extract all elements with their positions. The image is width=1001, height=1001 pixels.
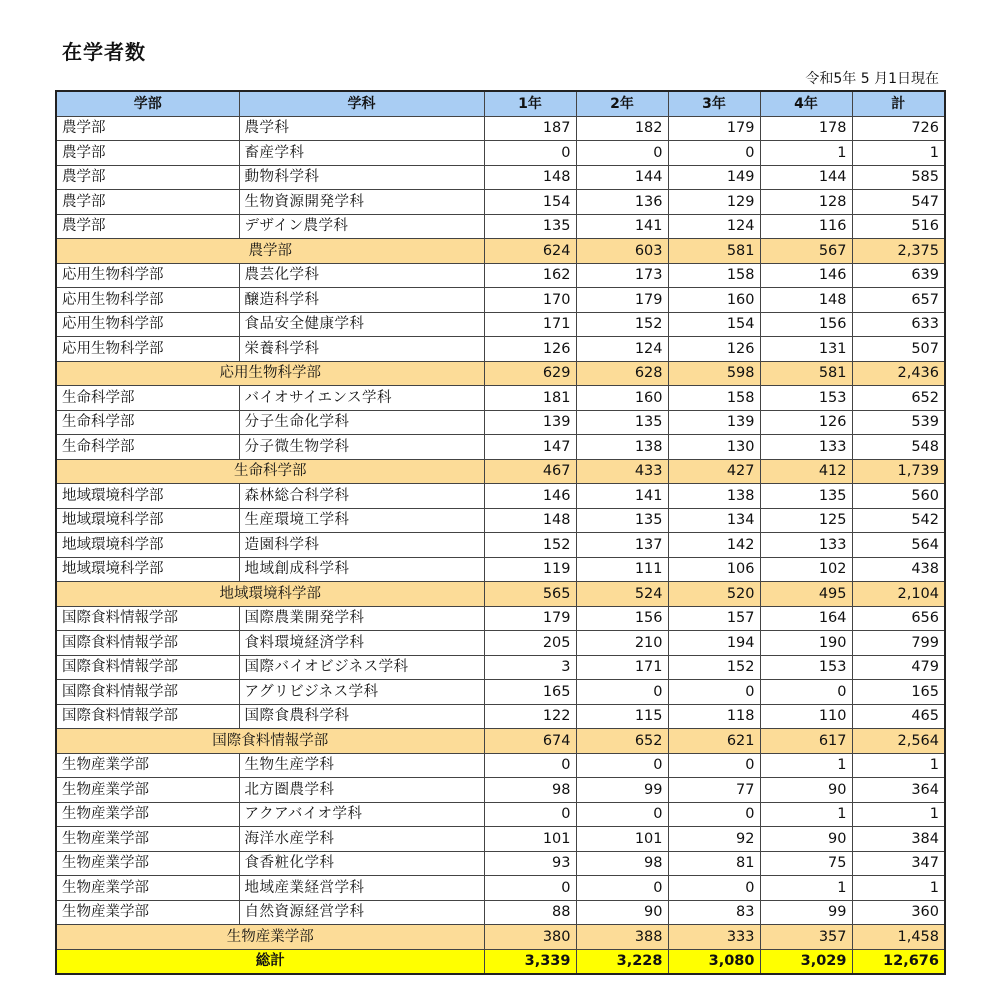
cell-year3: 152 xyxy=(668,655,760,680)
cell-course: 造園科学科 xyxy=(239,533,484,558)
cell-department: 農学部 xyxy=(56,190,239,215)
cell-year4: 156 xyxy=(760,312,852,337)
cell-year3: 0 xyxy=(668,141,760,166)
cell-department: 生物産業学部 xyxy=(56,827,239,852)
subtotal-label: 生物産業学部 xyxy=(56,925,484,950)
cell-total: 347 xyxy=(852,851,945,876)
cell-year1: 148 xyxy=(484,165,576,190)
cell-total: 1 xyxy=(852,876,945,901)
cell-year3: 158 xyxy=(668,263,760,288)
cell-year1: 146 xyxy=(484,484,576,509)
cell-year3: 139 xyxy=(668,410,760,435)
cell-year4: 131 xyxy=(760,337,852,362)
cell-year3: 158 xyxy=(668,386,760,411)
cell-year2: 98 xyxy=(576,851,668,876)
cell-year1: 380 xyxy=(484,925,576,950)
cell-year3: 3,080 xyxy=(668,949,760,974)
cell-year3: 520 xyxy=(668,582,760,607)
header-year1: 1年 xyxy=(484,91,576,116)
cell-year4: 3,029 xyxy=(760,949,852,974)
cell-course: 栄養科学科 xyxy=(239,337,484,362)
cell-total: 360 xyxy=(852,900,945,925)
cell-course: 地域産業経営学科 xyxy=(239,876,484,901)
cell-department: 応用生物科学部 xyxy=(56,263,239,288)
header-year4: 4年 xyxy=(760,91,852,116)
cell-department: 国際食料情報学部 xyxy=(56,680,239,705)
cell-year3: 106 xyxy=(668,557,760,582)
cell-year2: 101 xyxy=(576,827,668,852)
cell-year2: 135 xyxy=(576,508,668,533)
cell-year3: 0 xyxy=(668,680,760,705)
cell-course: 海洋水産学科 xyxy=(239,827,484,852)
table-row xyxy=(56,190,945,215)
subtotal-row xyxy=(56,925,945,950)
page-title: 在学者数 xyxy=(62,40,146,64)
cell-department: 応用生物科学部 xyxy=(56,337,239,362)
cell-course: アクアバイオ学科 xyxy=(239,802,484,827)
enrollment-table xyxy=(55,90,946,975)
cell-course: 農学科 xyxy=(239,116,484,141)
cell-year3: 427 xyxy=(668,459,760,484)
cell-course: 国際食農科学科 xyxy=(239,704,484,729)
cell-course: 森林総合科学科 xyxy=(239,484,484,509)
cell-year3: 194 xyxy=(668,631,760,656)
cell-year1: 135 xyxy=(484,214,576,239)
cell-year2: 144 xyxy=(576,165,668,190)
cell-total: 2,375 xyxy=(852,239,945,264)
cell-year2: 179 xyxy=(576,288,668,313)
table-row xyxy=(56,827,945,852)
cell-year3: 179 xyxy=(668,116,760,141)
subtotal-row xyxy=(56,582,945,607)
cell-year2: 0 xyxy=(576,141,668,166)
cell-year3: 92 xyxy=(668,827,760,852)
cell-department: 国際食料情報学部 xyxy=(56,631,239,656)
cell-year2: 156 xyxy=(576,606,668,631)
cell-year3: 130 xyxy=(668,435,760,460)
table-row xyxy=(56,337,945,362)
cell-total: 548 xyxy=(852,435,945,460)
cell-year1: 674 xyxy=(484,729,576,754)
cell-year2: 524 xyxy=(576,582,668,607)
cell-year1: 3,339 xyxy=(484,949,576,974)
cell-year1: 0 xyxy=(484,753,576,778)
cell-year3: 126 xyxy=(668,337,760,362)
subtotal-row xyxy=(56,361,945,386)
cell-department: 農学部 xyxy=(56,141,239,166)
cell-course: バイオサイエンス学科 xyxy=(239,386,484,411)
cell-year4: 581 xyxy=(760,361,852,386)
cell-year2: 603 xyxy=(576,239,668,264)
cell-year1: 152 xyxy=(484,533,576,558)
cell-total: 633 xyxy=(852,312,945,337)
cell-department: 生物産業学部 xyxy=(56,753,239,778)
cell-year1: 148 xyxy=(484,508,576,533)
cell-total: 547 xyxy=(852,190,945,215)
grand-total-label: 総計 xyxy=(56,949,484,974)
cell-course: 生物資源開発学科 xyxy=(239,190,484,215)
cell-year4: 125 xyxy=(760,508,852,533)
cell-total: 516 xyxy=(852,214,945,239)
cell-year1: 565 xyxy=(484,582,576,607)
cell-year1: 122 xyxy=(484,704,576,729)
cell-year1: 0 xyxy=(484,141,576,166)
cell-year3: 0 xyxy=(668,802,760,827)
cell-year2: 652 xyxy=(576,729,668,754)
cell-year1: 154 xyxy=(484,190,576,215)
cell-year2: 111 xyxy=(576,557,668,582)
cell-total: 384 xyxy=(852,827,945,852)
cell-department: 国際食料情報学部 xyxy=(56,606,239,631)
cell-year3: 157 xyxy=(668,606,760,631)
cell-year3: 621 xyxy=(668,729,760,754)
cell-year3: 142 xyxy=(668,533,760,558)
cell-year1: 624 xyxy=(484,239,576,264)
table-row xyxy=(56,557,945,582)
cell-department: 生命科学部 xyxy=(56,386,239,411)
cell-year4: 1 xyxy=(760,802,852,827)
cell-department: 生物産業学部 xyxy=(56,900,239,925)
cell-total: 539 xyxy=(852,410,945,435)
cell-year3: 154 xyxy=(668,312,760,337)
table-row xyxy=(56,778,945,803)
cell-year4: 135 xyxy=(760,484,852,509)
cell-course: 農芸化学科 xyxy=(239,263,484,288)
cell-total: 507 xyxy=(852,337,945,362)
cell-year2: 141 xyxy=(576,484,668,509)
table-row xyxy=(56,533,945,558)
cell-department: 生命科学部 xyxy=(56,410,239,435)
cell-total: 364 xyxy=(852,778,945,803)
header-department: 学部 xyxy=(56,91,239,116)
cell-year4: 164 xyxy=(760,606,852,631)
table-row xyxy=(56,214,945,239)
cell-year4: 1 xyxy=(760,141,852,166)
cell-year1: 179 xyxy=(484,606,576,631)
subtotal-label: 国際食料情報学部 xyxy=(56,729,484,754)
cell-year4: 190 xyxy=(760,631,852,656)
cell-year2: 0 xyxy=(576,680,668,705)
cell-department: 農学部 xyxy=(56,165,239,190)
cell-department: 地域環境科学部 xyxy=(56,508,239,533)
cell-department: 応用生物科学部 xyxy=(56,288,239,313)
cell-year4: 116 xyxy=(760,214,852,239)
header-course: 学科 xyxy=(239,91,484,116)
cell-total: 639 xyxy=(852,263,945,288)
header-total: 計 xyxy=(852,91,945,116)
cell-year2: 90 xyxy=(576,900,668,925)
cell-year3: 83 xyxy=(668,900,760,925)
cell-year1: 165 xyxy=(484,680,576,705)
cell-department: 農学部 xyxy=(56,116,239,141)
cell-year2: 0 xyxy=(576,876,668,901)
cell-year1: 181 xyxy=(484,386,576,411)
cell-year1: 467 xyxy=(484,459,576,484)
grand-total-row xyxy=(56,949,945,974)
cell-course: 地域創成科学科 xyxy=(239,557,484,582)
cell-year4: 357 xyxy=(760,925,852,950)
cell-year4: 567 xyxy=(760,239,852,264)
cell-year1: 205 xyxy=(484,631,576,656)
table-row xyxy=(56,753,945,778)
cell-year2: 138 xyxy=(576,435,668,460)
subtotal-label: 農学部 xyxy=(56,239,484,264)
cell-department: 地域環境科学部 xyxy=(56,557,239,582)
cell-course: 北方圏農学科 xyxy=(239,778,484,803)
cell-year3: 124 xyxy=(668,214,760,239)
cell-year2: 628 xyxy=(576,361,668,386)
cell-course: アグリビジネス学科 xyxy=(239,680,484,705)
cell-year4: 128 xyxy=(760,190,852,215)
cell-year1: 629 xyxy=(484,361,576,386)
cell-course: 生産環境工学科 xyxy=(239,508,484,533)
cell-course: 国際バイオビジネス学科 xyxy=(239,655,484,680)
cell-year1: 0 xyxy=(484,802,576,827)
cell-year2: 433 xyxy=(576,459,668,484)
cell-year4: 90 xyxy=(760,778,852,803)
cell-total: 438 xyxy=(852,557,945,582)
cell-total: 12,676 xyxy=(852,949,945,974)
table-row xyxy=(56,116,945,141)
cell-year4: 75 xyxy=(760,851,852,876)
cell-department: 国際食料情報学部 xyxy=(56,655,239,680)
cell-course: 食香粧化学科 xyxy=(239,851,484,876)
cell-course: 食料環境経済学科 xyxy=(239,631,484,656)
table-row xyxy=(56,876,945,901)
table-row xyxy=(56,900,945,925)
cell-year2: 0 xyxy=(576,753,668,778)
cell-year4: 126 xyxy=(760,410,852,435)
cell-course: 生物生産学科 xyxy=(239,753,484,778)
cell-year1: 101 xyxy=(484,827,576,852)
cell-year4: 133 xyxy=(760,435,852,460)
table-header-row xyxy=(56,91,945,116)
cell-year4: 412 xyxy=(760,459,852,484)
cell-total: 2,436 xyxy=(852,361,945,386)
table-row xyxy=(56,631,945,656)
cell-year1: 3 xyxy=(484,655,576,680)
cell-year4: 617 xyxy=(760,729,852,754)
cell-year4: 99 xyxy=(760,900,852,925)
cell-year4: 153 xyxy=(760,655,852,680)
cell-course: 畜産学科 xyxy=(239,141,484,166)
cell-course: 分子微生物学科 xyxy=(239,435,484,460)
cell-department: 地域環境科学部 xyxy=(56,533,239,558)
cell-year1: 126 xyxy=(484,337,576,362)
cell-year2: 115 xyxy=(576,704,668,729)
cell-year2: 99 xyxy=(576,778,668,803)
cell-year4: 90 xyxy=(760,827,852,852)
cell-year2: 0 xyxy=(576,802,668,827)
cell-year4: 133 xyxy=(760,533,852,558)
cell-year4: 495 xyxy=(760,582,852,607)
cell-total: 1,739 xyxy=(852,459,945,484)
cell-year3: 0 xyxy=(668,753,760,778)
cell-total: 656 xyxy=(852,606,945,631)
table-body xyxy=(56,116,945,974)
cell-year2: 3,228 xyxy=(576,949,668,974)
cell-year2: 160 xyxy=(576,386,668,411)
cell-total: 165 xyxy=(852,680,945,705)
cell-total: 799 xyxy=(852,631,945,656)
cell-year1: 139 xyxy=(484,410,576,435)
table-row xyxy=(56,410,945,435)
cell-year3: 134 xyxy=(668,508,760,533)
cell-total: 657 xyxy=(852,288,945,313)
table-row xyxy=(56,484,945,509)
cell-total: 2,564 xyxy=(852,729,945,754)
cell-department: 生物産業学部 xyxy=(56,802,239,827)
cell-total: 2,104 xyxy=(852,582,945,607)
cell-department: 地域環境科学部 xyxy=(56,484,239,509)
cell-total: 1 xyxy=(852,141,945,166)
cell-year4: 102 xyxy=(760,557,852,582)
header-year3: 3年 xyxy=(668,91,760,116)
table-row xyxy=(56,508,945,533)
cell-total: 560 xyxy=(852,484,945,509)
cell-year4: 146 xyxy=(760,263,852,288)
cell-course: 自然資源経営学科 xyxy=(239,900,484,925)
cell-course: 醸造科学科 xyxy=(239,288,484,313)
cell-year2: 171 xyxy=(576,655,668,680)
cell-year1: 119 xyxy=(484,557,576,582)
cell-year1: 171 xyxy=(484,312,576,337)
cell-year3: 129 xyxy=(668,190,760,215)
cell-total: 542 xyxy=(852,508,945,533)
cell-total: 564 xyxy=(852,533,945,558)
cell-year2: 136 xyxy=(576,190,668,215)
table-row xyxy=(56,165,945,190)
cell-year4: 153 xyxy=(760,386,852,411)
header-year2: 2年 xyxy=(576,91,668,116)
cell-year3: 118 xyxy=(668,704,760,729)
cell-year4: 1 xyxy=(760,753,852,778)
cell-year2: 135 xyxy=(576,410,668,435)
cell-year1: 170 xyxy=(484,288,576,313)
cell-year4: 144 xyxy=(760,165,852,190)
subtotal-label: 生命科学部 xyxy=(56,459,484,484)
table-row xyxy=(56,680,945,705)
cell-year1: 147 xyxy=(484,435,576,460)
table-row xyxy=(56,288,945,313)
cell-total: 652 xyxy=(852,386,945,411)
cell-department: 生物産業学部 xyxy=(56,778,239,803)
cell-course: デザイン農学科 xyxy=(239,214,484,239)
as-of-date: 令和5年 5 月1日現在 xyxy=(805,71,939,87)
subtotal-row xyxy=(56,459,945,484)
cell-department: 生物産業学部 xyxy=(56,876,239,901)
cell-total: 1,458 xyxy=(852,925,945,950)
table-row xyxy=(56,386,945,411)
table-row xyxy=(56,655,945,680)
cell-year4: 0 xyxy=(760,680,852,705)
cell-department: 生物産業学部 xyxy=(56,851,239,876)
table-row xyxy=(56,312,945,337)
cell-department: 生命科学部 xyxy=(56,435,239,460)
cell-total: 726 xyxy=(852,116,945,141)
cell-year3: 81 xyxy=(668,851,760,876)
cell-course: 食品安全健康学科 xyxy=(239,312,484,337)
cell-course: 分子生命化学科 xyxy=(239,410,484,435)
table-row xyxy=(56,704,945,729)
cell-total: 585 xyxy=(852,165,945,190)
cell-year3: 333 xyxy=(668,925,760,950)
cell-total: 465 xyxy=(852,704,945,729)
cell-year4: 1 xyxy=(760,876,852,901)
cell-year2: 182 xyxy=(576,116,668,141)
cell-course: 動物科学科 xyxy=(239,165,484,190)
cell-year2: 210 xyxy=(576,631,668,656)
cell-department: 応用生物科学部 xyxy=(56,312,239,337)
cell-year4: 110 xyxy=(760,704,852,729)
cell-department: 国際食料情報学部 xyxy=(56,704,239,729)
cell-year1: 187 xyxy=(484,116,576,141)
cell-year4: 178 xyxy=(760,116,852,141)
subtotal-label: 地域環境科学部 xyxy=(56,582,484,607)
table-row xyxy=(56,263,945,288)
cell-year1: 98 xyxy=(484,778,576,803)
cell-total: 1 xyxy=(852,802,945,827)
cell-year3: 149 xyxy=(668,165,760,190)
table-row xyxy=(56,802,945,827)
cell-year3: 581 xyxy=(668,239,760,264)
cell-year1: 88 xyxy=(484,900,576,925)
table-row xyxy=(56,851,945,876)
subtotal-row xyxy=(56,729,945,754)
cell-year2: 173 xyxy=(576,263,668,288)
cell-total: 479 xyxy=(852,655,945,680)
cell-year3: 138 xyxy=(668,484,760,509)
cell-year2: 388 xyxy=(576,925,668,950)
cell-year1: 0 xyxy=(484,876,576,901)
subtotal-label: 応用生物科学部 xyxy=(56,361,484,386)
cell-year3: 0 xyxy=(668,876,760,901)
cell-department: 農学部 xyxy=(56,214,239,239)
cell-year1: 162 xyxy=(484,263,576,288)
cell-year2: 137 xyxy=(576,533,668,558)
table-row xyxy=(56,141,945,166)
cell-year3: 598 xyxy=(668,361,760,386)
cell-year3: 77 xyxy=(668,778,760,803)
cell-year4: 148 xyxy=(760,288,852,313)
cell-year3: 160 xyxy=(668,288,760,313)
subtotal-row xyxy=(56,239,945,264)
cell-course: 国際農業開発学科 xyxy=(239,606,484,631)
cell-year2: 124 xyxy=(576,337,668,362)
cell-year2: 152 xyxy=(576,312,668,337)
table-row xyxy=(56,606,945,631)
cell-year2: 141 xyxy=(576,214,668,239)
cell-year1: 93 xyxy=(484,851,576,876)
cell-total: 1 xyxy=(852,753,945,778)
table-row xyxy=(56,435,945,460)
